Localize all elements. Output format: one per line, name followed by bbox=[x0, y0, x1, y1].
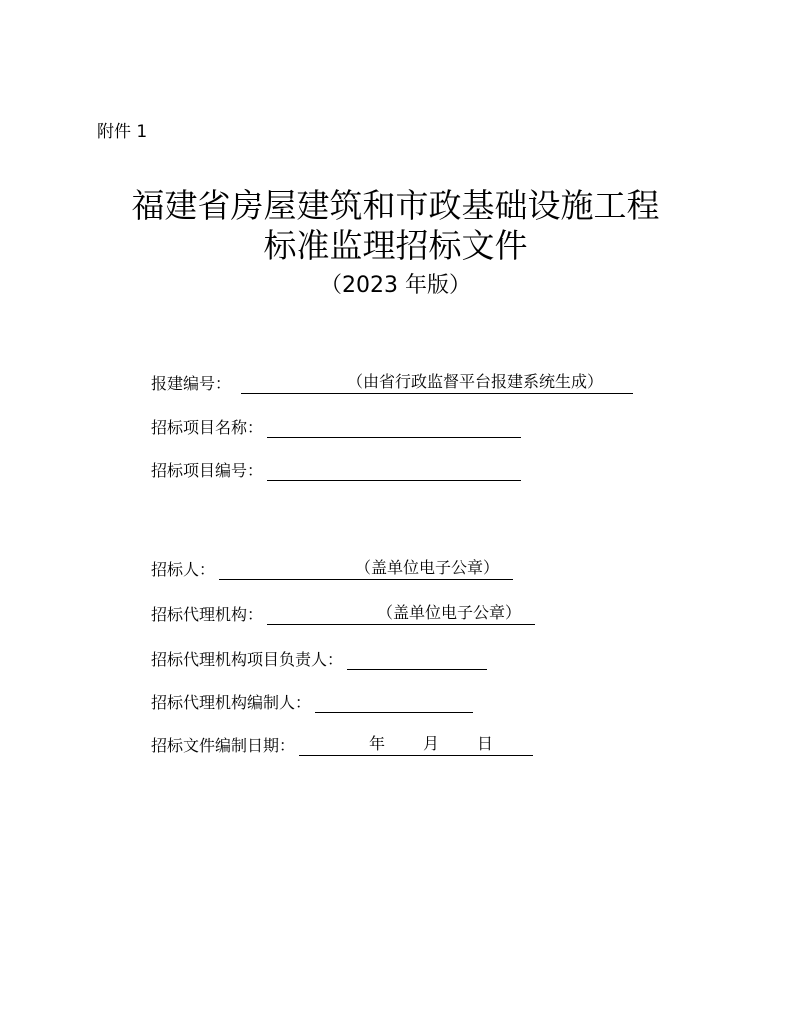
agency-pm-label: 招标代理机构项目负责人： bbox=[151, 650, 344, 669]
agency-pm-input-line[interactable] bbox=[347, 649, 487, 670]
tenderer-seal-hint: （盖单位电子公章） bbox=[355, 558, 500, 577]
attachment-label: 附件 1 bbox=[97, 122, 148, 142]
tenderer-input-line[interactable] bbox=[219, 559, 513, 580]
date-label: 招标文件编制日期： bbox=[151, 736, 296, 755]
agency-compiler-label: 招标代理机构编制人： bbox=[151, 693, 312, 712]
project-name-field bbox=[151, 415, 521, 438]
agency-input-line[interactable] bbox=[267, 604, 535, 625]
project-name-input-line[interactable] bbox=[267, 417, 521, 438]
date-field bbox=[151, 733, 533, 756]
agency-compiler-input-line[interactable] bbox=[315, 692, 473, 713]
agency-seal-hint: （盖单位电子公章） bbox=[377, 603, 522, 622]
agency-field bbox=[151, 602, 535, 625]
tenderer-field bbox=[151, 557, 513, 580]
project-no-label: 招标项目编号： bbox=[151, 461, 264, 480]
tenderer-label: 招标人： bbox=[151, 560, 216, 579]
date-year: 年 bbox=[369, 734, 386, 753]
construction-no-hint: （由省行政监督平台报建系统生成） bbox=[347, 372, 604, 391]
project-no-field bbox=[151, 458, 521, 481]
project-name-label: 招标项目名称： bbox=[151, 418, 264, 437]
date-day: 日 bbox=[477, 734, 494, 753]
document-title-line2: 标准监理招标文件 bbox=[263, 226, 528, 265]
project-no-input-line[interactable] bbox=[267, 460, 521, 481]
agency-pm-field bbox=[151, 647, 487, 670]
agency-compiler-field bbox=[151, 690, 473, 713]
document-title-edition: （2023 年版） bbox=[320, 273, 471, 298]
agency-label: 招标代理机构： bbox=[151, 605, 264, 624]
construction-no-field bbox=[151, 371, 633, 394]
date-input-line[interactable] bbox=[299, 735, 533, 756]
document-title-line1: 福建省房屋建筑和市政基础设施工程 bbox=[131, 186, 660, 225]
date-month: 月 bbox=[423, 734, 440, 753]
construction-no-label: 报建编号： bbox=[151, 374, 232, 393]
construction-no-input-line[interactable] bbox=[241, 373, 633, 394]
